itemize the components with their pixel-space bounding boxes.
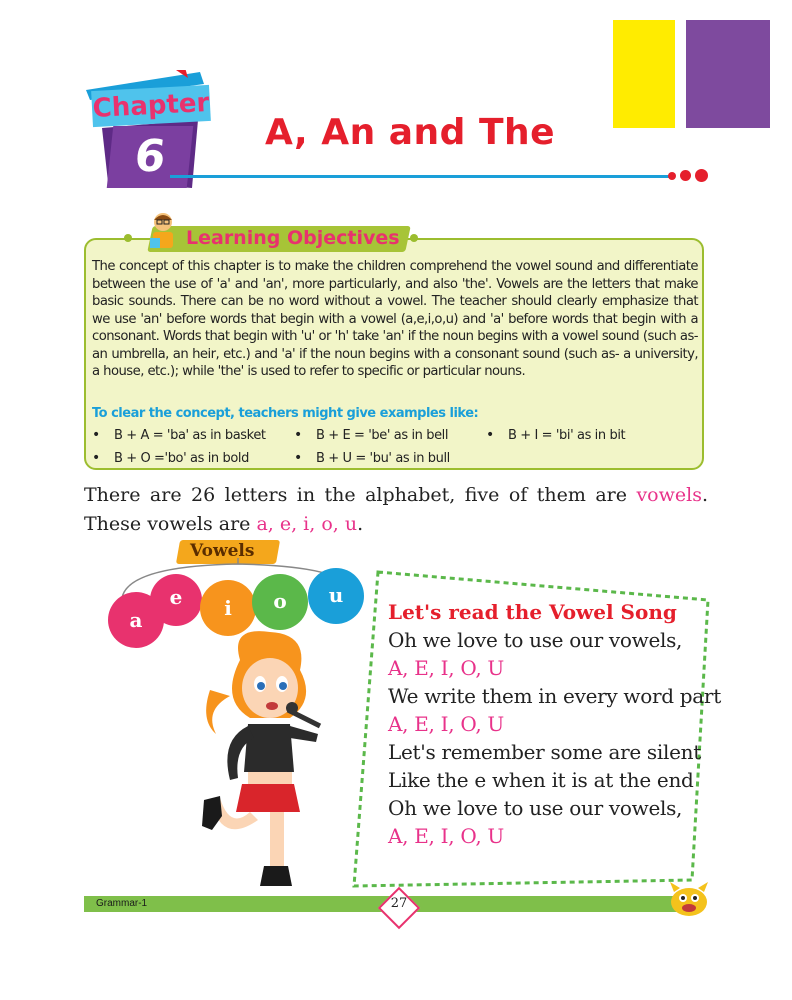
song-line: A, E, I, O, U — [388, 712, 504, 736]
song-title: Let's read the Vowel Song — [388, 600, 677, 624]
balloon-i: i — [200, 580, 256, 636]
example-item: • B + A = 'ba' as in basket — [114, 428, 266, 443]
example-item: • B + E = 'be' as in bell — [316, 428, 448, 443]
balloon-o: o — [252, 574, 308, 630]
intro-text: . These vowels are — [84, 484, 708, 535]
song-line: A, E, I, O, U — [388, 656, 504, 680]
intro-text: . — [357, 513, 364, 535]
example-item: • B + I = 'bi' as in bit — [508, 428, 625, 443]
song-line: Oh we love to use our vowels, — [388, 628, 683, 652]
balloon-a: a — [108, 592, 164, 648]
monster-mascot-icon — [668, 880, 710, 918]
song-line: Like the e when it is at the end — [388, 768, 694, 792]
vowels-label: Vowels — [190, 541, 255, 561]
intro-text: There are 26 letters in the alphabet, five of them are — [84, 484, 637, 506]
examples-title: To clear the concept, teachers might give examples like: — [92, 406, 479, 421]
learning-objectives-heading: Learning Objectives — [186, 227, 400, 249]
rule-dot-icon — [668, 172, 676, 180]
song-line: Oh we love to use our vowels, — [388, 796, 683, 820]
balloon-u: u — [308, 568, 364, 624]
vowels-list: a, e, i, o, u — [256, 513, 358, 535]
example-item: • B + U = 'bu' as in bull — [316, 451, 450, 466]
rule-dot-icon — [680, 170, 691, 181]
page-number: 27 — [390, 896, 408, 911]
intro-paragraph — [84, 481, 708, 539]
example-item: • B + O ='bo' as in bold — [114, 451, 249, 466]
song-line: We write them in every word part — [388, 684, 721, 708]
footer-book-label: Grammar-1 — [96, 898, 148, 909]
title-rule — [170, 175, 670, 178]
balloon-e: e — [150, 574, 202, 626]
chapter-label: Chapter — [91, 85, 211, 127]
teacher-icon — [148, 212, 178, 250]
chapter-number: 6 — [107, 126, 194, 188]
song-line: A, E, I, O, U — [388, 824, 504, 848]
vowels-word: vowels — [636, 484, 702, 506]
header-dot-icon — [124, 234, 132, 242]
decorative-purple-block — [686, 20, 770, 128]
chapter-title: A, An and The — [265, 112, 556, 153]
learning-objectives-paragraph: The concept of this chapter is to make the children comprehend the vowel sound and differentiate between the use of 'a' and 'an', more particularly, and also 'the'. Vowels are the letters that make basic sounds. There can be no word without a vowel. The teacher should clearly emphasize that we use 'an' before words that begin with a vowel (a,e,i,o,u) and 'a' before words that begin with a consonant. Words that begin with 'u' or 'h' take 'an' if the noun begins with a vowel sound (such as- an umbrella, an heir, etc.) and 'a' if the noun begins with a consonant sound (such as- a university, a house, etc.); while 'the' is used to refer to specific or particular nouns. — [92, 259, 698, 379]
singing-girl-illustration-icon — [190, 630, 350, 892]
song-line: Let's remember some are silent — [388, 740, 701, 764]
header-dot-icon — [410, 234, 418, 242]
decorative-yellow-block — [613, 20, 675, 128]
chapter-badge — [80, 70, 220, 190]
rule-dot-icon — [695, 169, 708, 182]
